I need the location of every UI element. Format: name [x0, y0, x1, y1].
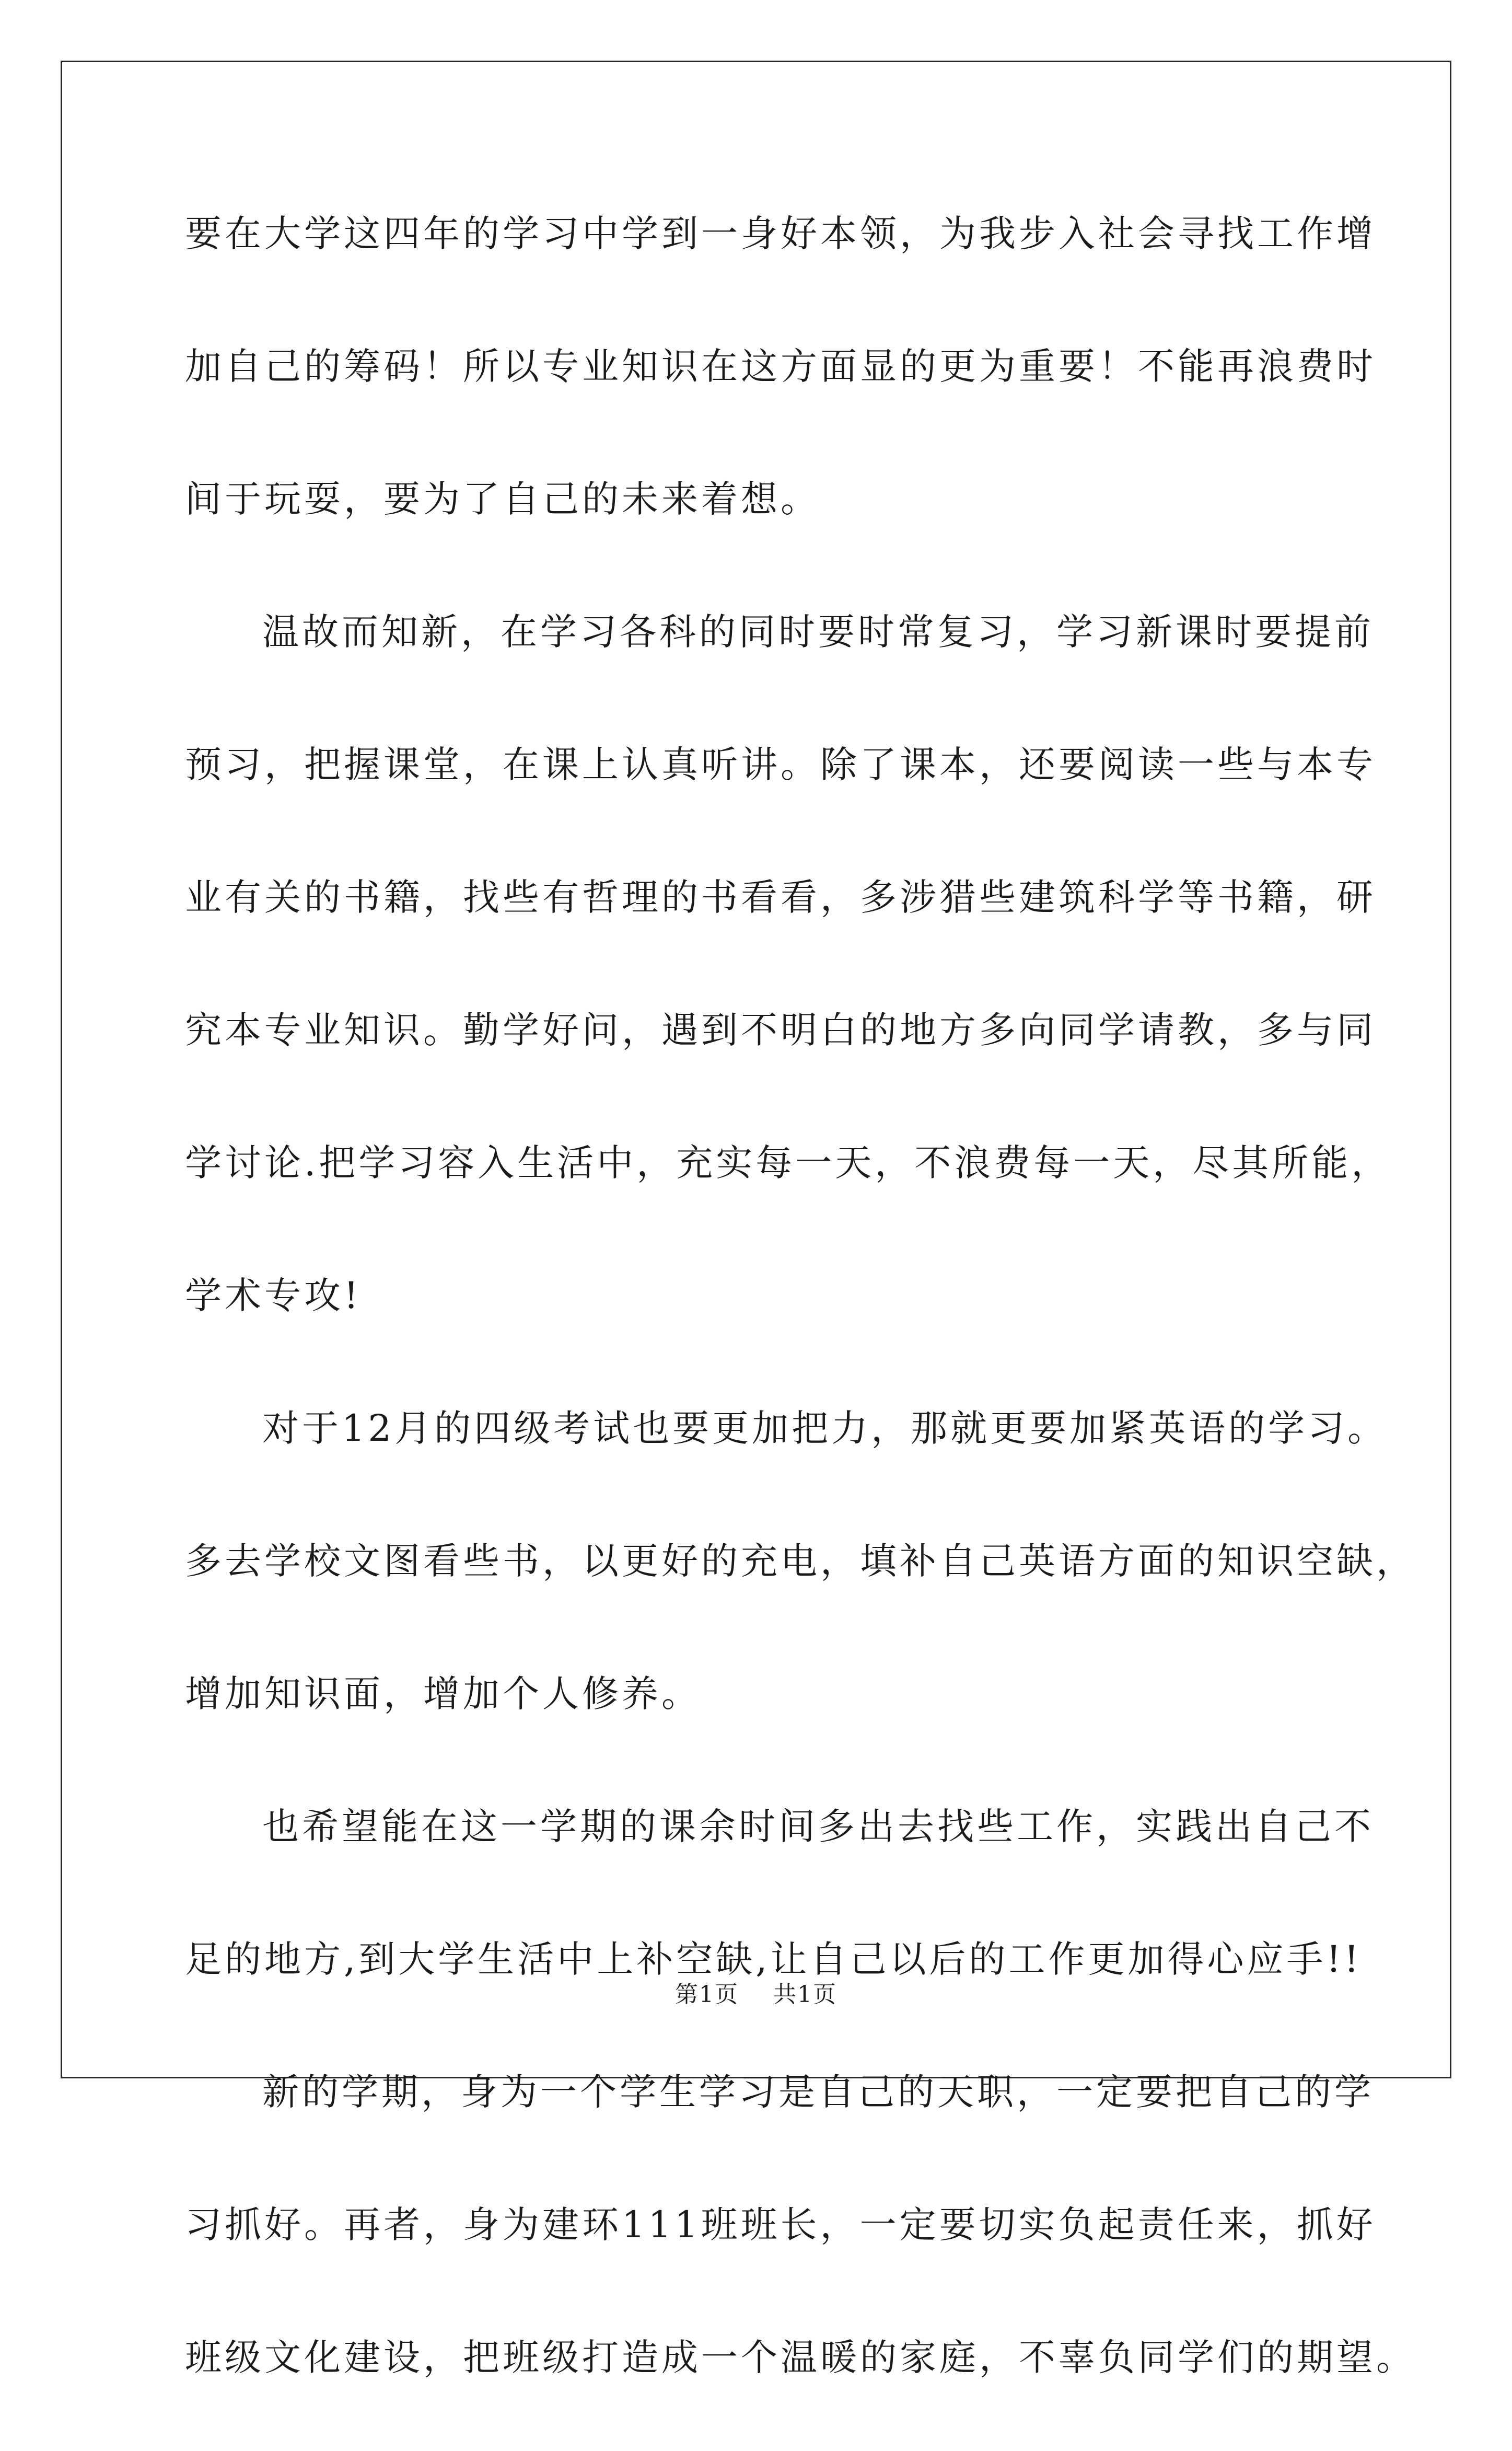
text-line: 要在大学这四年的学习中学到一身好本领，为我步入社会寻找工作增	[185, 212, 1376, 255]
text-line: 业有关的书籍，找些有哲理的书看看，多涉猎些建筑科学等书籍，研	[185, 876, 1376, 919]
text-line: 习抓好。再者，身为建环111班班长，一定要切实负起责任来，抓好	[185, 2203, 1376, 2246]
text-line: 学术专攻!	[185, 1274, 362, 1317]
page-footer	[0, 1975, 1512, 2009]
text-line: 增加知识面，增加个人修养。	[185, 1672, 701, 1715]
text-line: 究本专业知识。勤学好问，遇到不明白的地方多向同学请教，多与同	[185, 1009, 1376, 1051]
paragraph-start-line: 也希望能在这一学期的课余时间多出去找些工作，实践出自己不	[262, 1805, 1374, 1848]
page-count: 共1页	[773, 1981, 837, 2008]
document-body	[185, 194, 1416, 2451]
text-line: 预习，把握课堂，在课上认真听讲。除了课本，还要阅读一些与本专	[185, 743, 1376, 786]
text-line: 多去学校文图看些书，以更好的充电，填补自己英语方面的知识空缺，	[185, 1540, 1416, 1582]
text-line: 足的地方,到大学生活中上补空缺,让自己以后的工作更加得心应手!!	[185, 1938, 1362, 1981]
paragraph-start-line: 温故而知新，在学习各科的同时要时常复习，学习新课时要提前	[262, 610, 1374, 653]
paragraph-start-line: 新的学期，身为一个学生学习是自己的天职，一定要把自己的学	[262, 2071, 1374, 2113]
text-line: 加自己的筹码！所以专业知识在这方面显的更为重要！不能再浪费时	[185, 345, 1376, 388]
paragraph-start-line: 对于12月的四级考试也要更加把力，那就更要加紧英语的学习。	[262, 1407, 1388, 1450]
text-line: 间于玩耍，要为了自己的未来着想。	[185, 478, 820, 521]
text-line: 班级文化建设，把班级打造成一个温暖的家庭，不辜负同学们的期望。	[185, 2336, 1416, 2379]
text-line: 学讨论.把学习容入生活中，充实每一天，不浪费每一天，尽其所能，	[185, 1141, 1391, 1184]
page-number: 第1页	[675, 1981, 739, 2008]
